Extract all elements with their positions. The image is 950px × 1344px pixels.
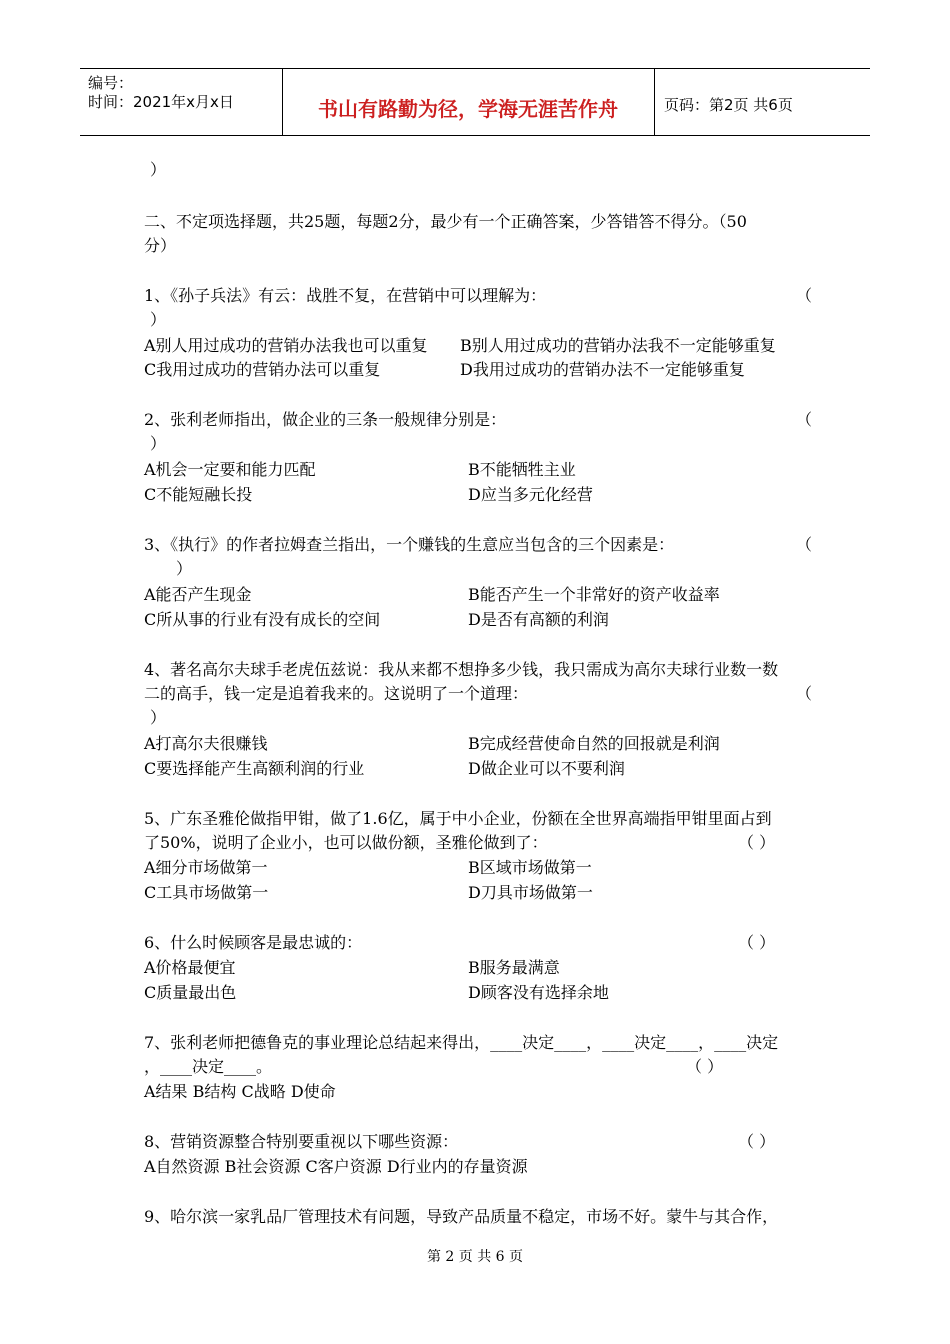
- answer-paren-open: （: [796, 535, 813, 554]
- answer-paren-close: ）: [176, 559, 193, 578]
- question-9: 9、哈尔滨一家乳品厂管理技术有问题，导致产品质量不稳定，市场不好。蒙牛与其合作，: [144, 1207, 779, 1226]
- question-8: 8、营销资源整合特别要重视以下哪些资源：: [144, 1132, 459, 1151]
- answer-paren-open: （: [796, 410, 813, 429]
- option-d: D是否有高额的利润: [468, 610, 609, 629]
- option-d: D应当多元化经营: [468, 485, 593, 504]
- option-d: D顾客没有选择余地: [468, 983, 609, 1002]
- answer-paren: （ ）: [738, 933, 776, 952]
- option-b: B区域市场做第一: [468, 858, 592, 877]
- option-c: C不能短融长投: [144, 485, 253, 504]
- option-b: B能否产生一个非常好的资产收益率: [468, 585, 720, 604]
- question-5: 5、广东圣雅伦做指甲钳，做了1.6亿，属于中小企业，份额在全世界高端指甲钳里面占到: [144, 809, 772, 828]
- section-title: 二、不定项选择题，共25题，每题2分，最少有一个正确答案，少答错答不得分。（50: [144, 212, 747, 231]
- header-left-cell: [80, 69, 283, 135]
- question-7: 7、张利老师把德鲁克的事业理论总结起来得出，____决定____，____决定____，____决定: [144, 1033, 779, 1052]
- option-a: A别人用过成功的营销办法我也可以重复: [144, 336, 428, 355]
- option-b: B不能牺牲主业: [468, 460, 576, 479]
- question-7-options: A结果 B结构 C战略 D使命: [144, 1082, 336, 1101]
- question-1: 1、《孙子兵法》有云：战胜不复，在营销中可以理解为：: [144, 286, 547, 305]
- option-c: C质量最出色: [144, 983, 237, 1002]
- option-a: A细分市场做第一: [144, 858, 268, 877]
- option-a: A能否产生现金: [144, 585, 252, 604]
- answer-paren-close: ）: [150, 310, 167, 329]
- answer-paren-open: （: [796, 684, 813, 703]
- option-d: D刀具市场做第一: [468, 883, 593, 902]
- header-right-cell: [654, 69, 870, 135]
- option-d: D我用过成功的营销办法不一定能够重复: [460, 360, 745, 379]
- option-c: C工具市场做第一: [144, 883, 269, 902]
- question-7-cont: ，____决定____。: [144, 1057, 273, 1076]
- leftover-paren: ）: [150, 160, 167, 179]
- option-b: B别人用过成功的营销办法我不一定能够重复: [460, 336, 776, 355]
- document-date: 时间：2021年x月x日: [88, 93, 234, 111]
- option-a: A价格最便宜: [144, 958, 236, 977]
- option-a: A打高尔夫很赚钱: [144, 734, 268, 753]
- header-center-cell: [282, 69, 655, 135]
- header-page-info: 页码：第2页 共6页: [664, 96, 793, 114]
- option-d: D做企业可以不要利润: [468, 759, 625, 778]
- question-4: 4、著名高尔夫球手老虎伍兹说：我从来都不想挣多少钱，我只需成为高尔夫球行业数一数: [144, 660, 779, 679]
- option-c: C所从事的行业有没有成长的空间: [144, 610, 381, 629]
- answer-paren: （ ）: [738, 833, 776, 852]
- option-b: B完成经营使命自然的回报就是利润: [468, 734, 720, 753]
- question-2: 2、张利老师指出，做企业的三条一般规律分别是：: [144, 410, 507, 429]
- section-title-cont: 分）: [144, 236, 177, 255]
- question-8-options: A自然资源 B社会资源 C客户资源 D行业内的存量资源: [144, 1157, 528, 1176]
- question-6: 6、什么时候顾客是最忠诚的：: [144, 933, 363, 952]
- question-3: 3、《执行》的作者拉姆查兰指出，一个赚钱的生意应当包含的三个因素是：: [144, 535, 675, 554]
- option-a: A机会一定要和能力匹配: [144, 460, 316, 479]
- answer-paren: （ ）: [738, 1132, 776, 1151]
- document-number: 编号：: [88, 74, 134, 92]
- page-header: [80, 68, 870, 136]
- answer-paren-close: ）: [150, 434, 167, 453]
- answer-paren-close: ）: [150, 708, 167, 727]
- question-5-cont: 了50%，说明了企业小，也可以做份额，圣雅伦做到了：: [144, 833, 548, 852]
- answer-paren-open: （: [796, 286, 813, 305]
- option-c: C我用过成功的营销办法可以重复: [144, 360, 381, 379]
- option-c: C要选择能产生高额利润的行业: [144, 759, 365, 778]
- option-b: B服务最满意: [468, 958, 560, 977]
- header-motto: 书山有路勤为径，学海无涯苦作舟: [318, 97, 618, 121]
- answer-paren: （ ）: [686, 1057, 724, 1076]
- question-4-cont: 二的高手，钱一定是追着我来的。这说明了一个道理：: [144, 684, 529, 703]
- page-footer: 第 2 页 共 6 页: [426, 1249, 524, 1265]
